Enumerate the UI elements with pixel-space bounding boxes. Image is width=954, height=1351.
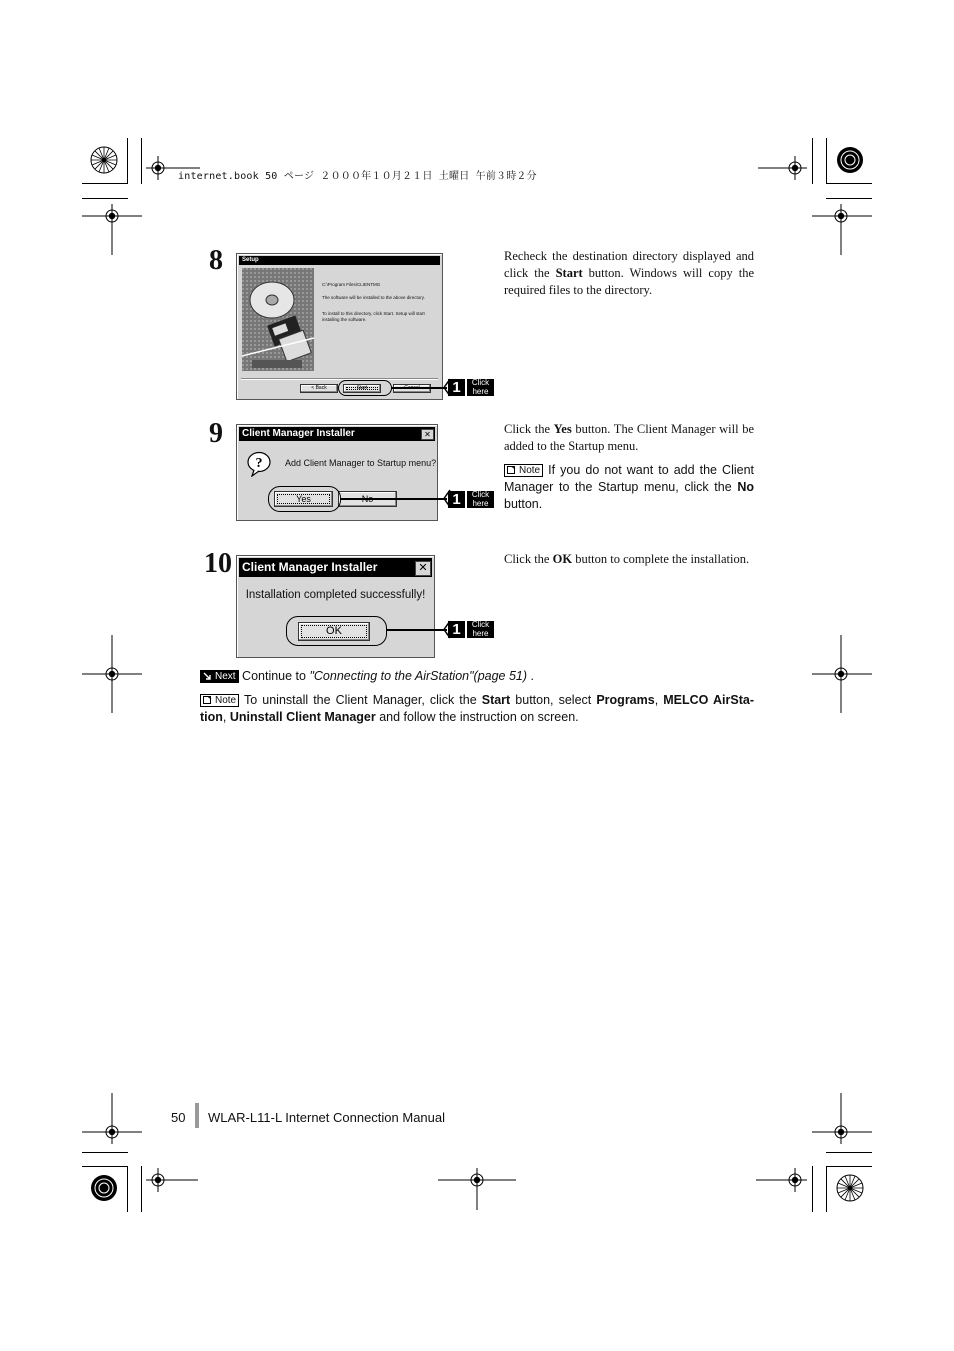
dialog-message: Installation completed successfully! xyxy=(245,589,426,601)
manual-title: WLAR-L11-L Internet Connection Manual xyxy=(208,1110,446,1125)
install-message: The software will be installed to the above directory. xyxy=(322,295,425,300)
note-tag: Note xyxy=(504,464,543,477)
window-title: Client Manager Installer xyxy=(239,427,435,441)
dialog-message: Add Client Manager to Startup menu? xyxy=(285,458,437,468)
click-here-badge xyxy=(448,491,494,508)
badge-number: 1 xyxy=(448,379,465,396)
callout-line xyxy=(391,387,447,389)
step-description: Click the Yes button. The Client Manager will be added to the Startup menu. xyxy=(504,422,754,453)
note-icon xyxy=(203,696,212,704)
cancel-button[interactable] xyxy=(393,384,431,393)
badge-label: here xyxy=(472,386,489,396)
note-icon xyxy=(507,466,516,474)
window-title: Client Manager Installer xyxy=(239,558,432,577)
uninstall-note: Note To uninstall the Client Manager, click the Start button, select Programs, MELCO AirSta-tion, Uninstall Client Manager and follow the instruction on screen. xyxy=(200,693,754,724)
step-description: Recheck the destination directory displayed and click the Start button. Windows will copy the required files to the directory. xyxy=(504,249,754,297)
step-description: Click the OK button to complete the installation. xyxy=(504,552,750,566)
install-instruction: To install to this directory, click Start. Setup will start installing the software. xyxy=(322,311,425,322)
badge-number: 1 xyxy=(448,621,465,638)
arrow-icon xyxy=(203,672,212,680)
footer-bar xyxy=(195,1103,199,1128)
install-path: C:\Program Files\CLIENTMG xyxy=(322,282,381,287)
badge-label: Click xyxy=(471,490,490,499)
yes-button[interactable]: Yes xyxy=(274,491,333,507)
setup-window xyxy=(236,253,443,400)
setup-illustration xyxy=(242,268,314,371)
highlight-oval xyxy=(286,616,387,646)
page-link[interactable]: "Connecting to the AirStation"(page 51) xyxy=(309,669,528,683)
highlight-oval xyxy=(268,486,341,512)
ok-button[interactable]: OK xyxy=(298,622,370,641)
window-title: Setup xyxy=(239,256,440,265)
click-here-badge xyxy=(448,379,494,396)
step-number: 8 xyxy=(209,245,223,276)
badge-label: Click xyxy=(471,378,490,387)
callout-line xyxy=(340,498,447,500)
click-here-badge xyxy=(448,621,494,638)
svg-text:?: ? xyxy=(255,456,263,471)
print-header: internet.book 50 ページ ２０００年１０月２１日 土曜日 午前３時２分 xyxy=(178,171,537,182)
next-tag: Next xyxy=(200,670,239,683)
callout-line xyxy=(386,629,447,631)
back-button[interactable]: < Back xyxy=(300,384,338,393)
divider xyxy=(241,378,438,380)
question-icon xyxy=(246,451,272,477)
step-number: 9 xyxy=(209,418,223,449)
badge-number: 1 xyxy=(448,491,465,508)
note-tag: Note xyxy=(200,694,239,707)
page-number: 50 xyxy=(171,1110,186,1125)
next-reference: Next Continue to "Connecting to the AirStation"(page 51) . xyxy=(200,668,756,685)
badge-label: here xyxy=(472,628,489,638)
close-icon[interactable]: ✕ xyxy=(415,561,431,576)
close-icon[interactable]: ✕ xyxy=(421,429,434,440)
badge-label: here xyxy=(472,498,489,508)
badge-label: Click xyxy=(471,620,490,629)
start-button[interactable]: Start xyxy=(343,384,381,393)
step-number: 10 xyxy=(204,548,232,579)
step-note: Note If you do not want to add the Client Manager to the Startup menu, click the No button. xyxy=(504,463,754,511)
highlight-oval xyxy=(338,380,392,396)
